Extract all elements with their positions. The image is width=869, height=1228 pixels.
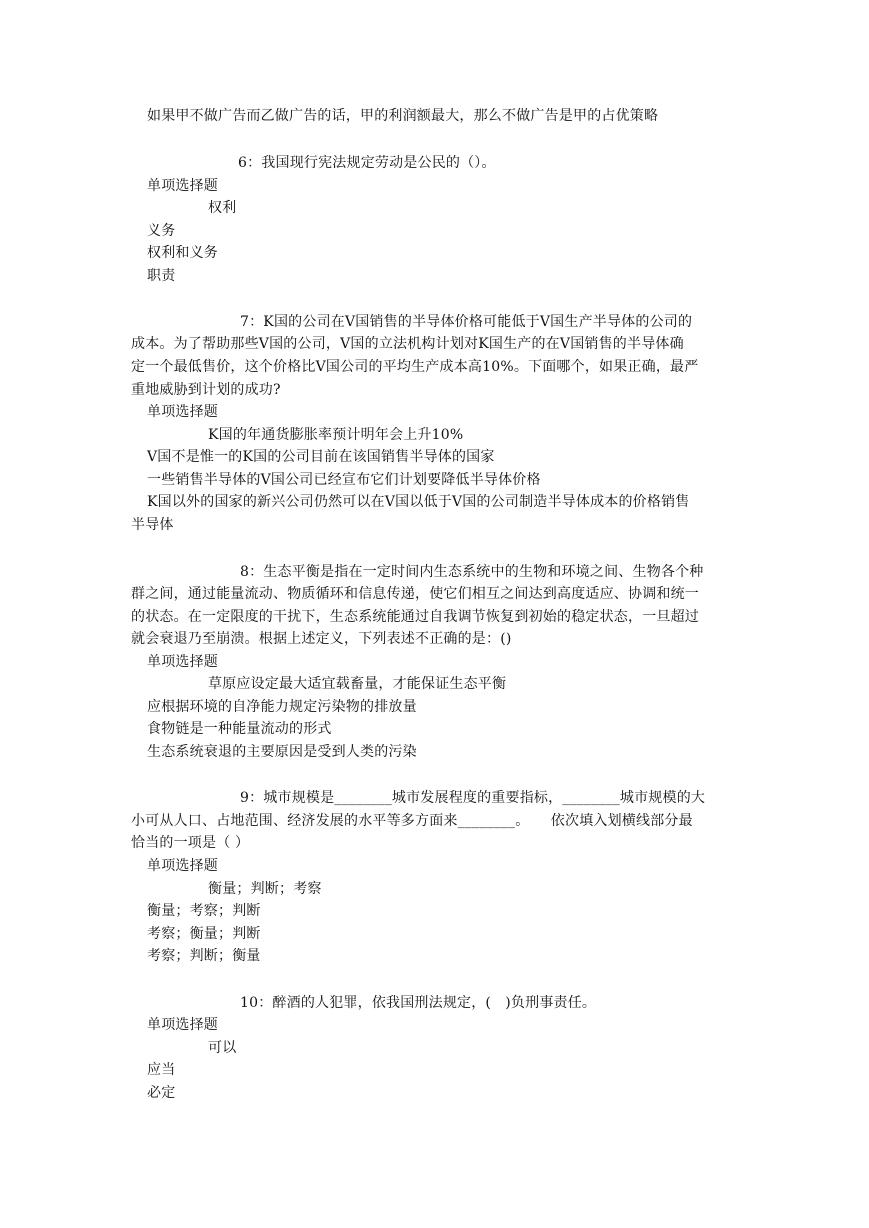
question-stem-line: 重地威胁到计划的成功? <box>131 382 281 398</box>
intro-line: 如果甲不做广告而乙做广告的话，甲的利润额最大，那么不做广告是甲的占优策略 <box>147 108 659 124</box>
answer-option: 衡量；考察；判断 <box>147 903 261 919</box>
question-stem-line: 7：K国的公司在V国销售的半导体价格可能低于V国生产半导体的公司的 <box>240 314 693 330</box>
answer-option: K国的年通货膨胀率预计明年会上升10% <box>208 427 464 443</box>
question-type-label: 单项选择题 <box>147 654 218 670</box>
answer-option: 食物链是一种能量流动的形式 <box>147 721 332 737</box>
answer-option: 应当 <box>147 1062 176 1078</box>
answer-option: V国不是惟一的K国的公司目前在该国销售半导体的国家 <box>147 449 495 465</box>
question-stem-line: 成本。为了帮助那些V国的公司，V国的立法机构计划对K国生产的在V国销售的半导体确 <box>131 336 684 352</box>
question-stem-line: 群之间，通过能量流动、物质循环和信息传递，使它们相互之间达到高度适应、协调和统一 <box>131 586 699 602</box>
question-stem-line: 6：我国现行宪法规定劳动是公民的（）。 <box>238 155 496 171</box>
question-type-label: 单项选择题 <box>147 178 218 194</box>
answer-option: 权利 <box>208 200 237 216</box>
question-stem-line: 8：生态平衡是指在一定时间内生态系统中的生物和环境之间、生物各个种 <box>240 564 704 580</box>
answer-option: 必定 <box>147 1085 176 1101</box>
answer-option: 职责 <box>147 268 176 284</box>
answer-option: 可以 <box>208 1040 237 1056</box>
answer-option: 衡量；判断；考察 <box>208 881 322 897</box>
question-stem-line: 的状态。在一定限度的干扰下，生态系统能通过自我调节恢复到初始的稳定状态，一旦超过 <box>131 609 699 625</box>
answer-option: 考察；衡量；判断 <box>147 926 261 942</box>
question-stem-line: 10：醉酒的人犯罪，依我国刑法规定，( )负刑事责任。 <box>240 995 597 1011</box>
question-type-label: 单项选择题 <box>147 1017 218 1033</box>
answer-option: 草原应设定最大适宜载畜量，才能保证生态平衡 <box>208 676 507 692</box>
answer-option: 应根据环境的自净能力规定污染物的排放量 <box>147 699 417 715</box>
question-stem-line: 定一个最低售价，这个价格比V国公司的平均生产成本高10%。下面哪个，如果正确，最严 <box>131 359 699 375</box>
answer-option: 义务 <box>147 223 176 239</box>
question-stem-line: 恰当的一项是（ ） <box>131 835 250 851</box>
answer-option: K国以外的国家的新兴公司仍然可以在V国以低于V国的公司制造半导体成本的价格销售 <box>147 494 690 510</box>
answer-option: 考察；判断；衡量 <box>147 948 261 964</box>
question-type-label: 单项选择题 <box>147 858 218 874</box>
question-stem-line: 就会衰退乃至崩溃。根据上述定义，下列表述不正确的是：() <box>131 631 512 647</box>
answer-option: 权利和义务 <box>147 245 218 261</box>
answer-option-continuation: 半导体 <box>131 517 174 533</box>
answer-option: 生态系统衰退的主要原因是受到人类的污染 <box>147 744 417 760</box>
question-type-label: 单项选择题 <box>147 404 218 420</box>
answer-option: 一些销售半导体的V国公司已经宣布它们计划要降低半导体价格 <box>147 472 541 488</box>
question-stem-line: 9：城市规模是________城市发展程度的重要指标，________城市规模的大 <box>240 790 706 806</box>
question-stem-line: 小可从人口、占地范围、经济发展的水平等多方面来________。 依次填入划横线部分最 <box>131 813 693 829</box>
